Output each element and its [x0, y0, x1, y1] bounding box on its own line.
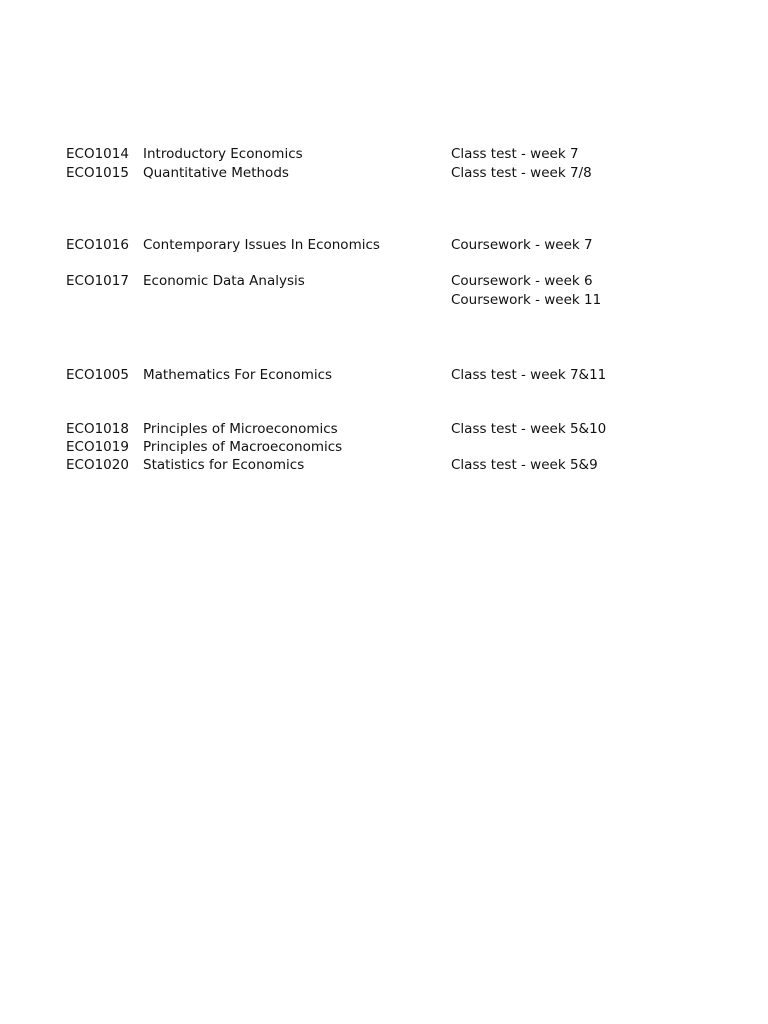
module-code: ECO1018	[66, 421, 129, 437]
assessment-text: Class test - week 5&10	[451, 421, 607, 437]
assessment-text: Class test - week 5&9	[451, 457, 598, 473]
assessment-text: Class test - week 7	[451, 146, 579, 162]
module-title: Statistics for Economics	[143, 457, 305, 473]
assessment-text: Class test - week 7/8	[451, 165, 592, 181]
module-code: ECO1017	[66, 273, 129, 289]
module-code: ECO1005	[66, 367, 129, 383]
module-code: ECO1014	[66, 146, 129, 162]
module-title: Mathematics For Economics	[143, 367, 333, 383]
module-code: ECO1016	[66, 237, 129, 253]
module-title: Principles of Macroeconomics	[143, 439, 343, 455]
module-code: ECO1020	[66, 457, 129, 473]
module-title: Introductory Economics	[143, 146, 303, 162]
assessment-text: Class test - week 7&11	[451, 367, 607, 383]
module-title: Economic Data Analysis	[143, 273, 305, 289]
module-title: Principles of Microeconomics	[143, 421, 338, 437]
module-title: Quantitative Methods	[143, 165, 289, 181]
assessment-text: Coursework - week 7	[451, 237, 593, 253]
assessment-text: Coursework - week 6	[451, 273, 593, 289]
module-code: ECO1019	[66, 439, 129, 455]
module-title: Contemporary Issues In Economics	[143, 237, 380, 253]
assessment-text: Coursework - week 11	[451, 292, 602, 308]
module-code: ECO1015	[66, 165, 129, 181]
